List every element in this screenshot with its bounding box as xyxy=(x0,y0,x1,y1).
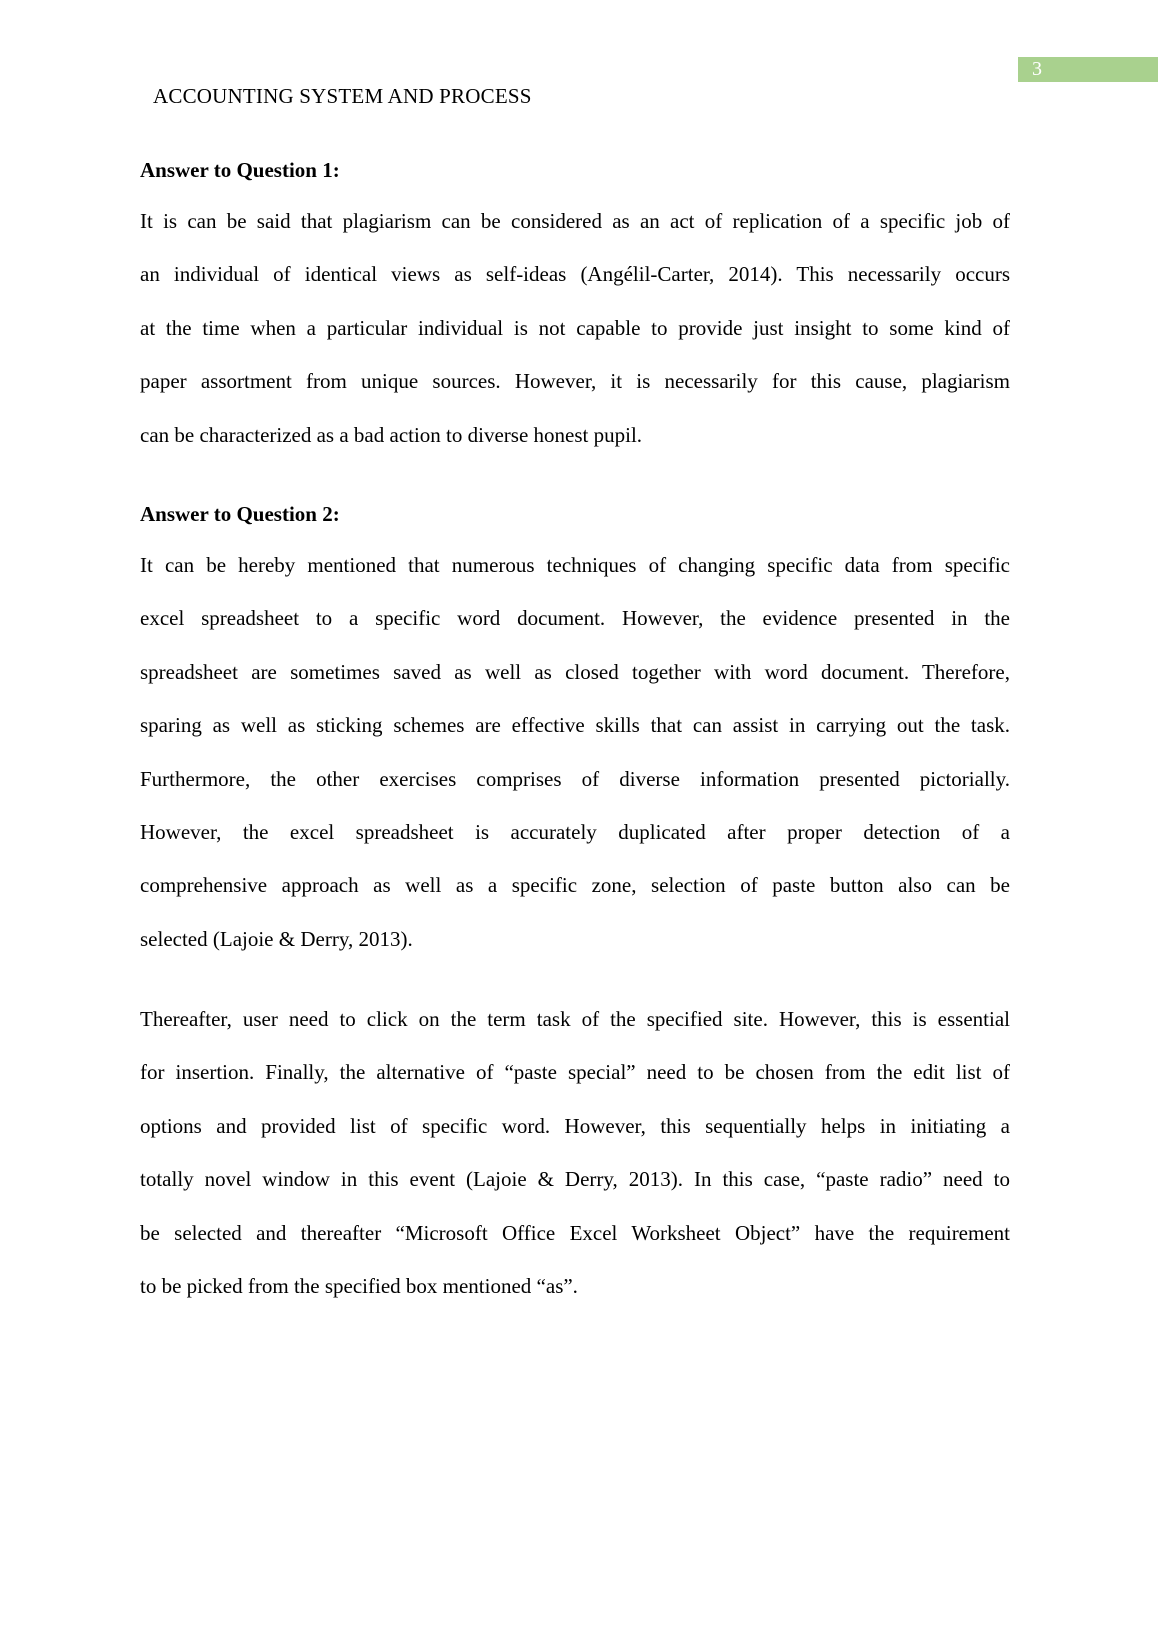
paragraph-q2-2 xyxy=(140,993,1010,1313)
section-heading-q1: Answer to Question 1: xyxy=(140,158,340,182)
paragraph-q2-1 xyxy=(140,539,1010,966)
text-line: totally novel window in this event (Lajoie & Derry, 2013). In this case, “paste radio” need to xyxy=(140,1167,1010,1192)
text-line: spreadsheet are sometimes saved as well as closed together with word document. Therefore, xyxy=(140,659,1010,684)
paragraph-q1 xyxy=(140,195,1010,462)
text-line: selected (Lajoie & Derry, 2013). xyxy=(140,926,413,951)
text-line: It can be hereby mentioned that numerous techniques of changing specific data from specific xyxy=(140,553,1010,577)
page-number-box xyxy=(1018,57,1158,82)
text-line: Thereafter, user need to click on the term task of the specified site. However, this is essential xyxy=(140,1007,1010,1031)
text-line: However, the excel spreadsheet is accurately duplicated after proper detection of a xyxy=(140,819,1010,844)
text-line: an individual of identical views as self-ideas (Angélil-Carter, 2014). This necessarily occurs xyxy=(140,262,1010,287)
running-head: ACCOUNTING SYSTEM AND PROCESS xyxy=(153,84,532,108)
text-line: Furthermore, the other exercises comprises of diverse information presented pictorially. xyxy=(140,766,1010,791)
text-line: sparing as well as sticking schemes are effective skills that can assist in carrying out the task. xyxy=(140,713,1010,738)
text-line: be selected and thereafter “Microsoft Office Excel Worksheet Object” have the requirement xyxy=(140,1220,1010,1245)
text-line: to be picked from the specified box mentioned “as”. xyxy=(140,1273,578,1298)
text-line: paper assortment from unique sources. However, it is necessarily for this cause, plagiarism xyxy=(140,369,1010,394)
text-line: can be characterized as a bad action to diverse honest pupil. xyxy=(140,422,643,447)
text-line: comprehensive approach as well as a specific zone, selection of paste button also can be xyxy=(140,873,1010,898)
text-line: options and provided list of specific word. However, this sequentially helps in initiating a xyxy=(140,1113,1010,1138)
text-line: excel spreadsheet to a specific word document. However, the evidence presented in the xyxy=(140,606,1010,631)
section-heading-q2: Answer to Question 2: xyxy=(140,502,340,526)
page-number: 3 xyxy=(1032,58,1042,80)
text-line: for insertion. Finally, the alternative of “paste special” need to be chosen from the edit list of xyxy=(140,1060,1010,1085)
text-line: It is can be said that plagiarism can be considered as an act of replication of a specific job of xyxy=(140,209,1010,233)
text-line: at the time when a particular individual is not capable to provide just insight to some kind of xyxy=(140,315,1010,340)
